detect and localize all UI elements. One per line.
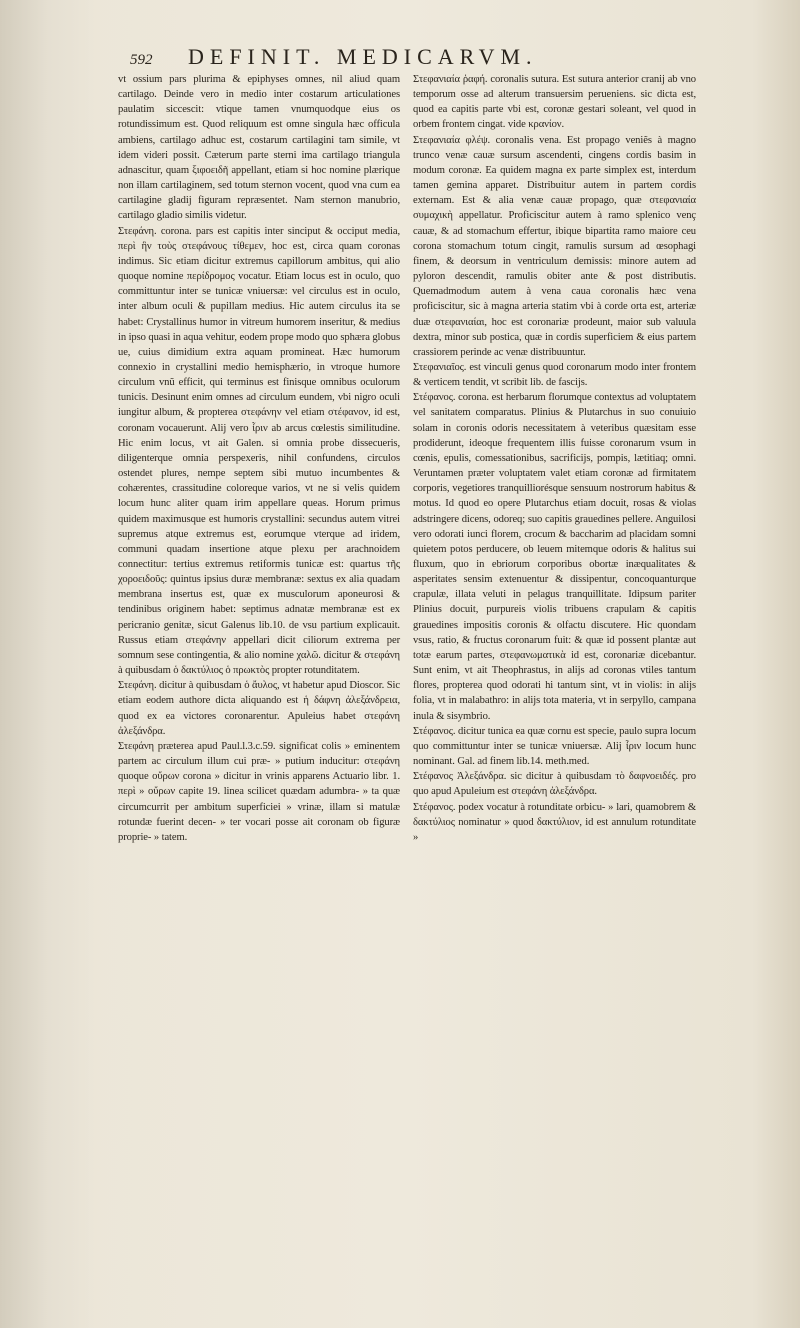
entry-sternum-continued: vt ossium pars plurima & epiphyses omnes, nil aliud quam cartilago. Deinde vero in medio inter costarum articulationes paulatim siccescit: vtique tamen vnumquodque eius os rotundissimum est. Quod reliquum est omne singula hæc officula ambiens, cartilago adhuc est, costarum cartilagini tam simile, vt idem videri possit. Cæterum parte sterni ima cartilago triangula adnascitur, quam ξιφοειδῆ appellant, etiam si hoc nomine plærique non illam cartilaginem, sed totum sternon vocent, quod vna cum ea cartilagine gladij figuram repræsentet. Nam sternon manubrio, cartilago gladio similis videtur.	[118, 74, 400, 222]
entry-stephane-aulos: Στεφάνη. dicitur à quibusdam ὁ ἄυλος, vt habetur apud Dioscor. Sic etiam eodem authore dicta aliquando est ἡ δάφνη ἀλεξάνδρεια, quod ex ea victores coronarentur. Apuleius habet στεφάνη ἀλεξάνδρα.	[118, 680, 400, 737]
left-column	[118, 72, 400, 845]
entry-coronalis-sutura: Στεφανιαία ῥαφή. coronalis sutura. Est sutura anterior cranij ab vno temporum osse ad alterum transuersim perueniens. sic dicta est, quod ea capitis parte vbi est, coronæ gestari soleant, vel quod in orbem frontem cingat. vide κρανίον.	[413, 74, 696, 131]
entry-stephane-paul: Στεφάνη præterea apud Paul.l.3.c.59. significat colis » eminentem partem ac circulum illum cui præ- » putium inducitur: στεφάνη quoque οὔρων corona » dicitur in vrinis apparens Actuario libr. 1. περὶ » οὔρων capite 19. linea scilicet quædam adumbra- » ta quæ circumcurrit per ambitum superficiei » vrinæ, illam si matulæ rotundæ fuerint decen- » ter vocari posse ait coronam ob figuræ proprie- » tatem.	[118, 740, 400, 843]
running-title: DEFINIT. MEDICARVM.	[188, 44, 538, 69]
entry-stephanos-alexandra: Στέφανος Ἀλεξάνδρα. sic dicitur à quibusdam τὸ δαφνοειδές. pro quo apud Apuleium est στεφάνη ἀλεξάνδρα.	[413, 771, 696, 798]
entry-stephane-corona: Στεφάνη. corona. pars est capitis inter sinciput & occiput media, περὶ ἣν τοὺς στεφάνους τίθεμεν, hoc est, circa quam coronas indimus. Sic etiam dicitur extremus capillorum ambitus, qui alio quoque nomine περίδρομος vocatur. Etiam locus est in oculo, quo committuntur inter se tunicæ vniuersæ: vel circulus est in oculo, inter album oculi & pupillam medius. Hic autem circulus ita se habet: Crystallinus humor in vitreum humorem inseritur, & medius in ipso quasi in aqua vehitur, eodem prope modo quo sphæra globus ue, cuius dimidium extra aquam promineat. Hæc humorum connexio in crystallini medio hemisphærio, in vtroque humore circulum vnũ efficit, qui terminus est finisque omnibus oculorum tunicis. Desinunt enim omnes ad circulum eundem, vbi nigro oculi iungitur album, & propterea στεφάνην vel etiam στέφανον, id est, coronam vocauerunt. Alij vero ἶριν ab arcus cœlestis similitudine. Hic enim locus, vt ait Galen. si omnia probe dissecueris, diligenterque omnia perspexeris, nihil confundens, circulos ostendet plures, nempe septem sibi mutuo incumbentes & cohærentes, crassitudine coloreque varios, vt ne si velis quidem locum hunc aliter quam irim appellare queas. Horum primus quidem maximusque est humoris crystallini: secundus autem vitrei supremus atque extremus est, eorumque vterque ad iridem, communi quadam insertione atque plexu per arachnoidem connectitur: tertius extremus retiformis tunicæ est: quartus τῆς χοροειδοῦς: quintus ipsius duræ membranæ: sextus ex alia quadam membrana insertus est, quæ ex musculorum aponeurosi & tendinibus originem habet: septimus adnatæ membranæ est ex pericranio genitæ, sicut Galenus lib.10. de vsu partium explicauit. Russus etiam στεφάνην appellari dicit ciliorum extrema per somnum sese contingentia, & alio nomine χαλῶ. dicitur & στεφάνη à quibusdam ὁ δακτύλιος ὁ πρωκτὸς propter rotunditatem.	[118, 225, 401, 677]
entry-stephanos-tunica: Στέφανος. dicitur tunica ea quæ cornu est specie, paulo supra locum quo committuntur inter se tunicæ vniuersæ. Alij ἶριν locum hunc nominant. Gal. ad finem lib.14. meth.med.	[413, 725, 696, 768]
entry-stephanos-corona: Στέφανος. corona. est herbarum florumque contextus ad voluptatem vel sanitatem comparatus. Plinius & Plutarchus in suo conuiuio solam in coronis odoris necessitatem à veteribus quæsitam esse prodiderunt, ideoque frequentem illis fuisse coronarum vsum in cœnis, epulis, comessationibus, sacrificijs, pompis, lætitiaq; omni. Veruntamen præter voluptatem valet etiam coronæ ad firmitatem corporis, vegetiores tranquilliorésque sensuum nostrorum habitus & motus. Id quod eo opere Plutarchus etiam docuit, rosas & violas adstringere dicens, odoreq; suo capitis grauedines pellere. Anguilosi vero odorati iunci florem, crocum & baccharim ad placidam somni quietem potos perducere, ob leuem mitemque odoris & halitus sui fluxum, quo in ebriorum corporibus obortæ inæqualitates & asperitates sensim extenuentur & dissipentur, concoquanturque crapulæ, illata veluti in pelagus tranquillitate. Idipsum pariter Plinius docuit, purpureis violis tribuens crapulam & capitis grauedines impositis coronis & olfactu discutere. Hic quondam vsus, ratio, & fructus coronarum fuit: & quæ id possent plantæ aut totæ earum partes, στεφανωματικὰ id est, coronariæ dicebantur. Sunt enim, vt ait Theophrastus, in alijs ad coronas vtiles tantum flores, propterea quod odorati hi tantum sint, vt in violis: in alijs folia, vt in malabathro: in alijs tota materia, vt in serpyllo, campana inula & sisymbrio.	[413, 392, 696, 722]
right-column	[413, 72, 696, 845]
page-gutter-shadow	[0, 0, 100, 1328]
entry-stephanos-podex: Στέφανος. podex vocatur à rotunditate orbicu- » lari, quamobrem & δακτύλιος nominatur » quod δακτύλιον, id est annulum rotunditate »	[413, 801, 696, 843]
page-number: 592	[130, 52, 153, 68]
running-head	[130, 44, 750, 72]
entry-coronalis-vena: Στεφανιαία φλέψ. coronalis vena. Est propago veniẽs à magno trunco venæ cauæ sursum ascendenti, cingens cordis basim in modum coronæ. Ea quidem magna ex parte simplex est, interdum tamen gemina apparet. Distribuitur autem in partem cordis externam. Est & alia venæ cauæ propago, quæ στεφανιαία συμαχικὴ appellatur. Proficiscitur autem à ramo splenico venç cauæ, & ad stomachum effertur, ibique bipartita ramo maiore ceu corona stomachum totum cingit, ramulis sursum ad œsophagi finem, & deorsum in ventriculum demissis: minore autem ad pyloron descendit, ramulis obiter ante & post distributis. Quemadmodum autem à vena caua coronalis hæc vena proficiscitur, sic à magna arteria statim vbi à corde orta est, arteriæ duæ στεφανιαίαι, hoc est coronariæ prodeunt, maior sub valuula dextra, minor sub postica, quæ in cordis superficiem & eius partem crassiorem perinde ac venæ distribuuntur.	[413, 134, 696, 358]
entry-stephaniaios: Στεφανιαῖος. est vinculi genus quod coronarum modo inter frontem & verticem tendit, vt scribit lib. de fascijs.	[413, 361, 696, 389]
